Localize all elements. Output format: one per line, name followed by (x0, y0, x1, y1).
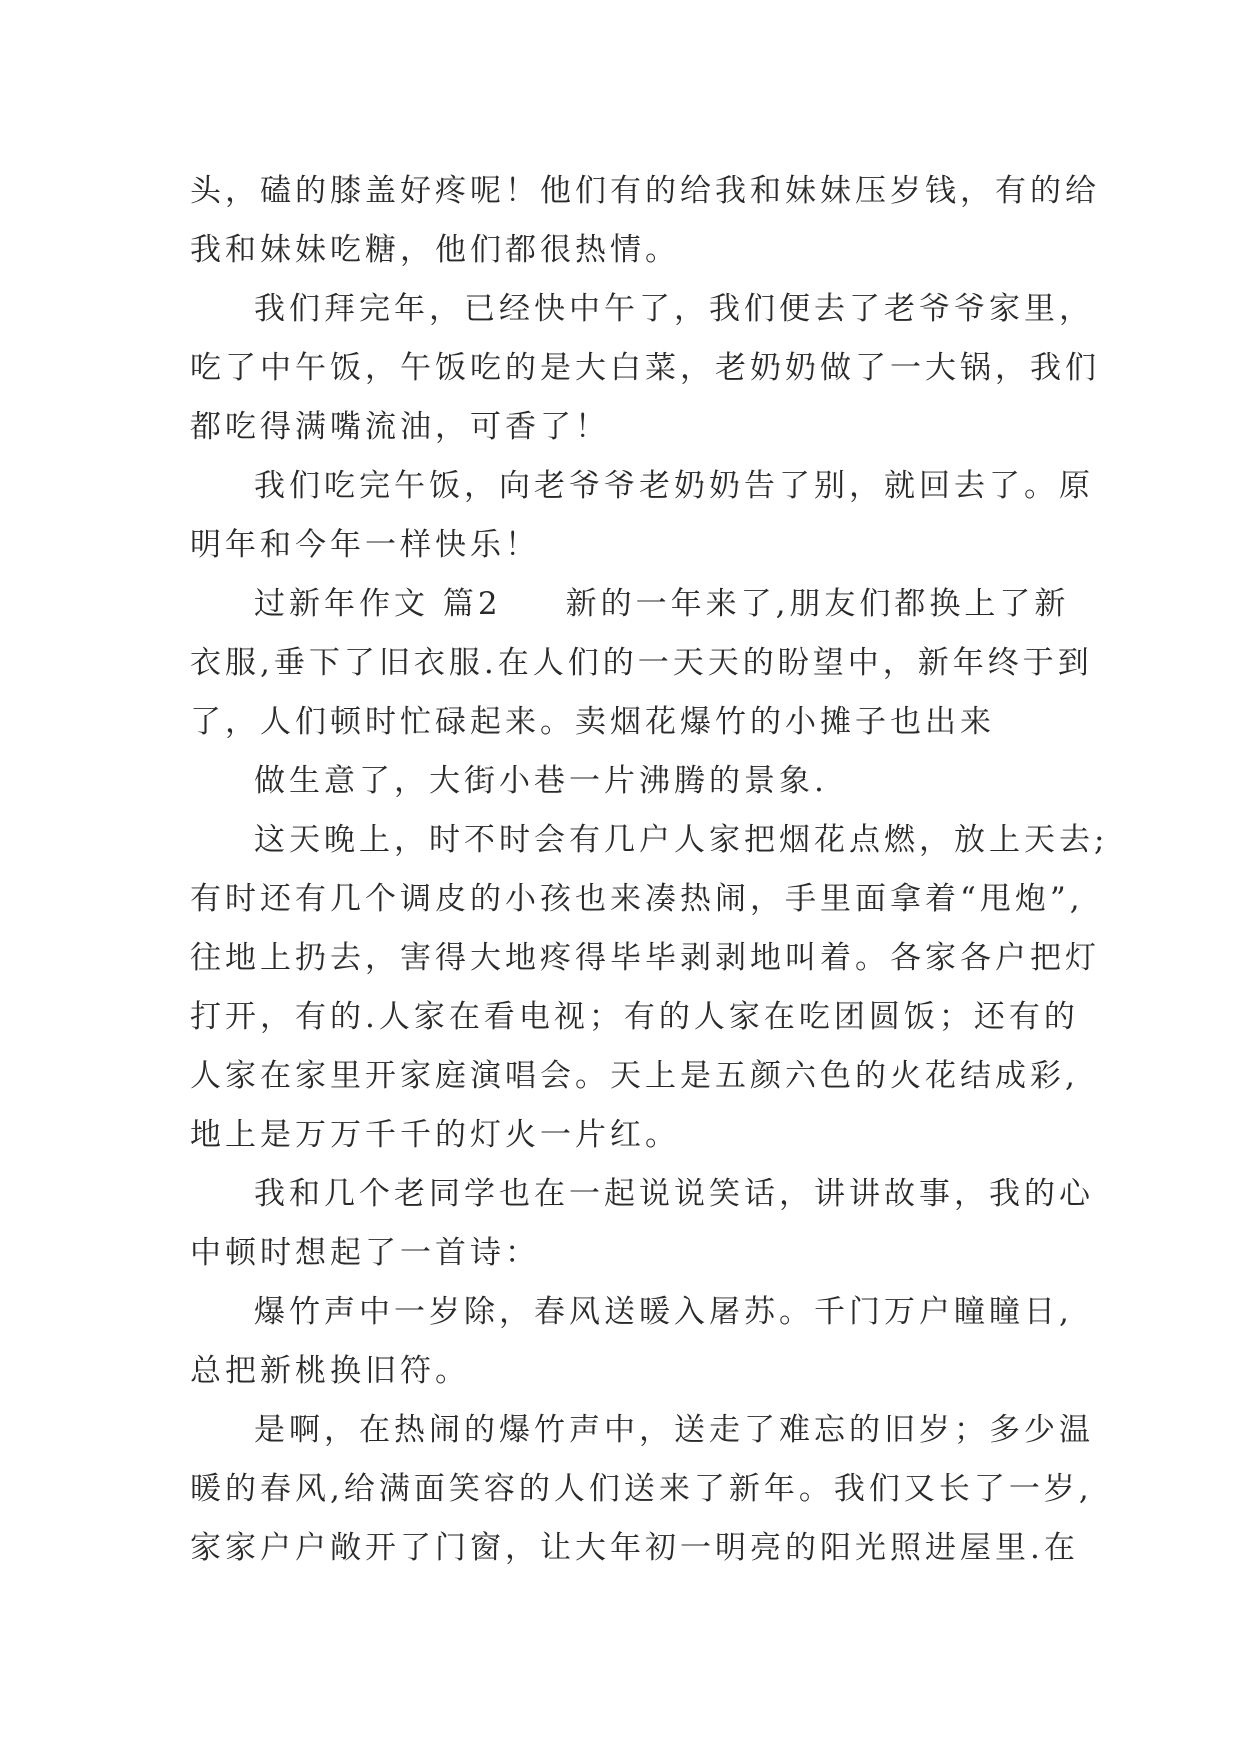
text-line: 头，磕的膝盖好疼呢！他们有的给我和妹妹压岁钱，有的给 (190, 173, 1100, 209)
text-line: 往地上扔去，害得大地疼得毕毕剥剥地叫着。各家各户把灯 (190, 940, 1100, 976)
text-line: 地上是万万千千的灯火一片红。 (190, 1117, 680, 1153)
text-line: 人家在家里开家庭演唱会。天上是五颜六色的火花结成彩, (190, 1058, 1079, 1094)
text-line: 衣服,垂下了旧衣服.在人们的一天天的盼望中，新年终于到 (190, 645, 1093, 681)
text-line: 暖的春风,给满面笑容的人们送来了新年。我们又长了一岁, (190, 1471, 1093, 1507)
paragraph-start: 我和几个老同学也在一起说说笑话，讲讲故事，我的心 (254, 1176, 1094, 1212)
text-line: 家家户户敞开了门窗，让大年初一明亮的阳光照进屋里.在 (190, 1530, 1079, 1566)
text-line: 都吃得满嘴流油，可香了！ (190, 409, 610, 445)
poem-line: 爆竹声中一岁除，春风送暖入屠苏。千门万户瞳瞳日, (254, 1294, 1073, 1330)
paragraph-start: 我们拜完年，已经快中午了，我们便去了老爷爷家里， (254, 291, 1094, 327)
section-heading-line (190, 575, 1070, 634)
text-line-segment: 新的一年来了,朋友们都换上了新 (565, 586, 1070, 622)
text-line: 明年和今年一样快乐！ (190, 527, 540, 563)
text-line: 我和妹妹吃糖，他们都很热情。 (190, 232, 680, 268)
text-line: 有时还有几个调皮的小孩也来凑热闹，手里面拿着“甩炮”, (190, 881, 1084, 917)
text-line: 中顿时想起了一首诗： (190, 1235, 540, 1271)
text-line: 吃了中午饭，午饭吃的是大白菜，老奶奶做了一大锅，我们 (190, 350, 1100, 386)
section-heading: 过新年作文 篇2 (254, 586, 502, 622)
paragraph-start: 我们吃完午饭，向老爷爷老奶奶告了别，就回去了。原 (254, 468, 1094, 504)
poem-line: 总把新桃换旧符。 (190, 1353, 470, 1389)
paragraph-start: 做生意了，大街小巷一片沸腾的景象. (254, 763, 828, 799)
paragraph-start: 这天晚上，时不时会有几户人家把烟花点燃，放上天去; (254, 822, 1109, 858)
text-line: 了，人们顿时忙碌起来。卖烟花爆竹的小摊子也出来 (190, 704, 995, 740)
essay-body (190, 162, 1109, 1578)
text-line: 打开，有的.人家在看电视；有的人家在吃团圆饭；还有的 (190, 999, 1079, 1035)
paragraph-start: 是啊，在热闹的爆竹声中，送走了难忘的旧岁；多少温 (254, 1412, 1094, 1448)
